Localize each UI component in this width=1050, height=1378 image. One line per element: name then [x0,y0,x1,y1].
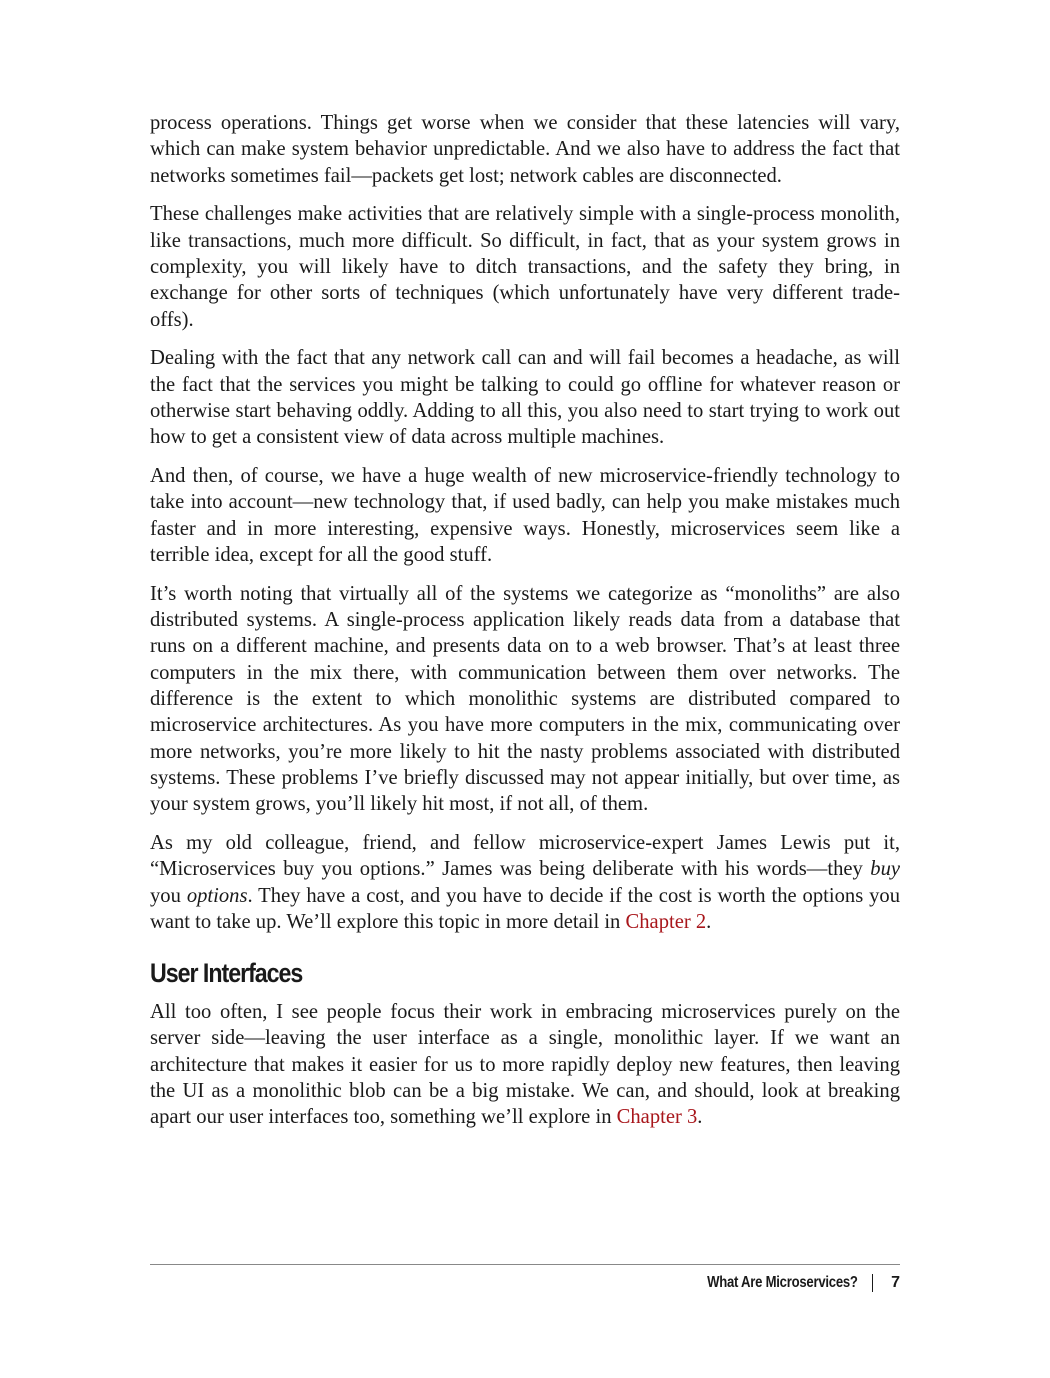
paragraph-user-interfaces [150,999,900,1130]
paragraph-network-calls: Dealing with the fact that any network call can and will fail becomes a headache, as will the fact that the services you might be talking to could go offline for whatever reason or otherwise start behaving oddly. Adding to all this, you also need to start trying to work out how to get a consistent view of data across multiple machines. [150,347,900,449]
chapter-3-link[interactable]: Chapter 3 [616,1106,698,1129]
footer-separator [872,1274,874,1292]
paragraph-options-text-a: As my old colleague, friend, and fellow microservice-expert James Lewis put it, “Microservices buy you options.” James was being deliberate with his words—they [150,831,900,881]
paragraph-distributed-monoliths: It’s worth noting that virtually all of the systems we categorize as “monoliths” are also distributed systems. A single-process application likely reads data from a database that runs on a different machine, and presents data on to a web browser. That’s at least three computers in the mix there, with communication between them over networks. The difference is the extent to which monolithic systems are distributed compared to microservice architectures. As you have more computers in the mix, communicating over more networks, you’re more likely to hit the nasty problems associated with distributed systems. These problems I’ve briefly discussed may not appear initially, but over time, as your system grows, you’ll likely hit most, if not all, of them. [150,582,900,816]
emphasis-options: options [186,884,248,907]
paragraph-options-text-b: you [150,884,187,907]
paragraph-options-text-d: . [706,910,712,933]
paragraph-ui-text-a: All too often, I see people focus their work in embracing microservices purely on the server side—leaving the user interface as a single, monolithic layer. If we want an architecture that makes it easier for us to more rapidly deploy new features, then leaving the UI as a monolithic blob can be a big mistake. We can, and should, look at breaking apart our user interfaces too, something we’ll explore in [150,1001,900,1129]
footer-chapter-title: What Are Microservices? [706,1274,858,1291]
paragraph-transactions: These challenges make activities that are relatively simple with a single-process monolith, like transactions, much more difficult. So difficult, in fact, that as your system grows in complexity, you will likely have to ditch transactions, and the safety they bring, in exchange for other sorts of techniques (which unfortunately have very different trade-offs). [150,203,900,331]
paragraph-new-technology: And then, of course, we have a huge wealth of new microservice-friendly technology to take into account—new technology that, if used badly, can help you make mistakes much faster and in more interesting, expensive ways. Honestly, microservices seem like a terrible idea, except for all the good stuff. [150,465,900,566]
section-heading-user-interfaces: User Interfaces [150,958,303,989]
footer-divider [150,1264,900,1265]
page-footer [674,1272,900,1294]
page-body [150,110,900,1143]
emphasis-buy: buy [870,858,900,881]
paragraph-options-text-c: . They have a cost, and you have to decide if the cost is worth the options you want to take up. We’ll explore this topic in more detail in [150,884,901,933]
paragraph-options [150,830,900,935]
footer-page-number: 7 [891,1274,900,1291]
chapter-2-link[interactable]: Chapter 2 [625,910,707,933]
paragraph-ui-text-b: . [697,1106,703,1129]
paragraph-network-failures: process operations. Things get worse when we consider that these latencies will vary, which can make system behavior unpredictable. And we also have to address the fact that networks sometimes fail—packets get lost; network cables are disconnected. [150,112,900,187]
